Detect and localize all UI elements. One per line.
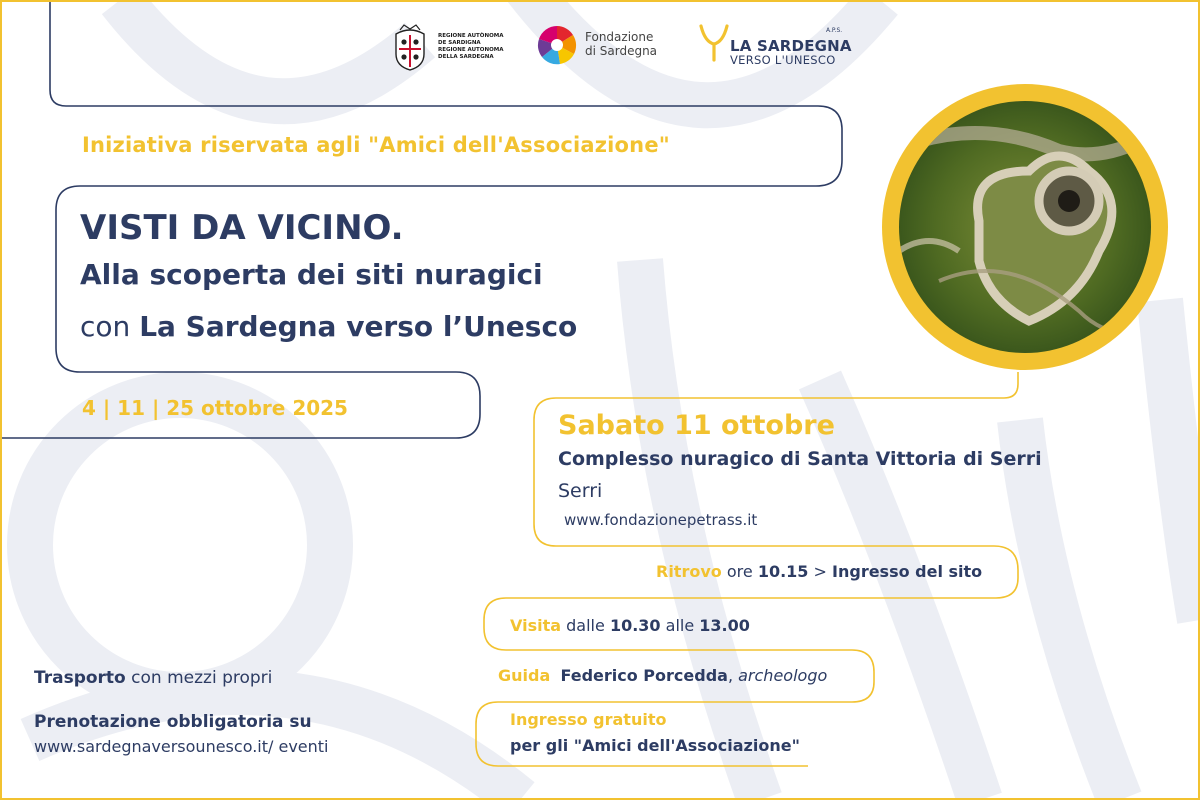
visit-from: dalle (566, 616, 605, 635)
booking-url-link[interactable]: www.sardegnaversounesco.it/ eventi (34, 737, 329, 756)
booking-label: Prenotazione obbligatoria su (34, 712, 312, 732)
guide-role: archeologo (738, 666, 828, 685)
sardegna-logo-title: LA SARDEGNA (730, 37, 852, 55)
event-dates: 4 | 11 | 25 ottobre 2025 (82, 396, 348, 420)
event-website-link[interactable]: www.fondazionepetrass.it (564, 511, 758, 529)
subtitle-prefix: con (80, 310, 131, 343)
reserved-initiative-note: Iniziativa riservata agli "Amici dell'Associazione" (82, 133, 670, 157)
sardegna-unesco-horns-icon (697, 22, 731, 62)
region-line: REGIONE AUTONOMA (438, 47, 504, 53)
sardegna-aps-label: A.P.S. (826, 27, 843, 34)
guide-name: Federico Porcedda (560, 666, 728, 685)
visit-label: Visita (510, 616, 562, 635)
visit-start: 10.30 (609, 616, 661, 635)
fondazione-line: Fondazione (585, 30, 654, 44)
transport-info (34, 668, 272, 688)
event-subtitle: Alla scoperta dei siti nuragici (80, 258, 543, 291)
meeting-label: Ritrovo (656, 562, 722, 581)
meeting-info (656, 562, 982, 581)
nuragic-site-photo (882, 84, 1168, 370)
entry-free-label: Ingresso gratuito (510, 710, 667, 729)
sardegna-logo-subtitle: VERSO L'UNESCO (730, 53, 836, 67)
region-line: DELLA SARDEGNA (438, 54, 494, 60)
transport-detail: con mezzi propri (131, 668, 273, 688)
region-line: DE SARDIGNA (438, 40, 481, 46)
aerial-site-illustration (899, 101, 1151, 353)
guide-info: Guida Federico Porcedda, archeologo (498, 666, 828, 685)
fondazione-sardegna-logo-icon (536, 24, 578, 66)
regione-sardegna-crest-icon (390, 24, 430, 72)
event-day: Sabato 11 ottobre (558, 410, 835, 441)
event-town: Serri (558, 480, 603, 502)
entry-free-condition: per gli "Amici dell'Associazione" (510, 736, 800, 755)
region-line: REGIONE AUTÒNOMA (438, 33, 504, 39)
visit-end: 13.00 (699, 616, 750, 635)
fondazione-line: di Sardegna (585, 44, 658, 58)
regione-sardegna-logo-text (438, 33, 518, 61)
event-subtitle-line3 (80, 310, 577, 343)
fondazione-sardegna-logo-text (585, 30, 657, 58)
meeting-time: 10.15 (757, 562, 809, 581)
event-title: VISTI DA VICINO. (80, 208, 404, 248)
guide-label: Guida (498, 666, 551, 685)
visit-to: alle (665, 616, 695, 635)
meeting-arrow: > (813, 562, 827, 581)
transport-label: Trasporto (34, 668, 126, 688)
meeting-connector: ore (726, 562, 753, 581)
subtitle-association: La Sardegna verso l’Unesco (139, 310, 578, 343)
meeting-place: Ingresso del sito (832, 562, 983, 581)
nuragic-site-photo-inner (899, 101, 1151, 353)
event-site: Complesso nuragico di Santa Vittoria di Serri (558, 448, 1042, 470)
visit-info (510, 616, 750, 635)
